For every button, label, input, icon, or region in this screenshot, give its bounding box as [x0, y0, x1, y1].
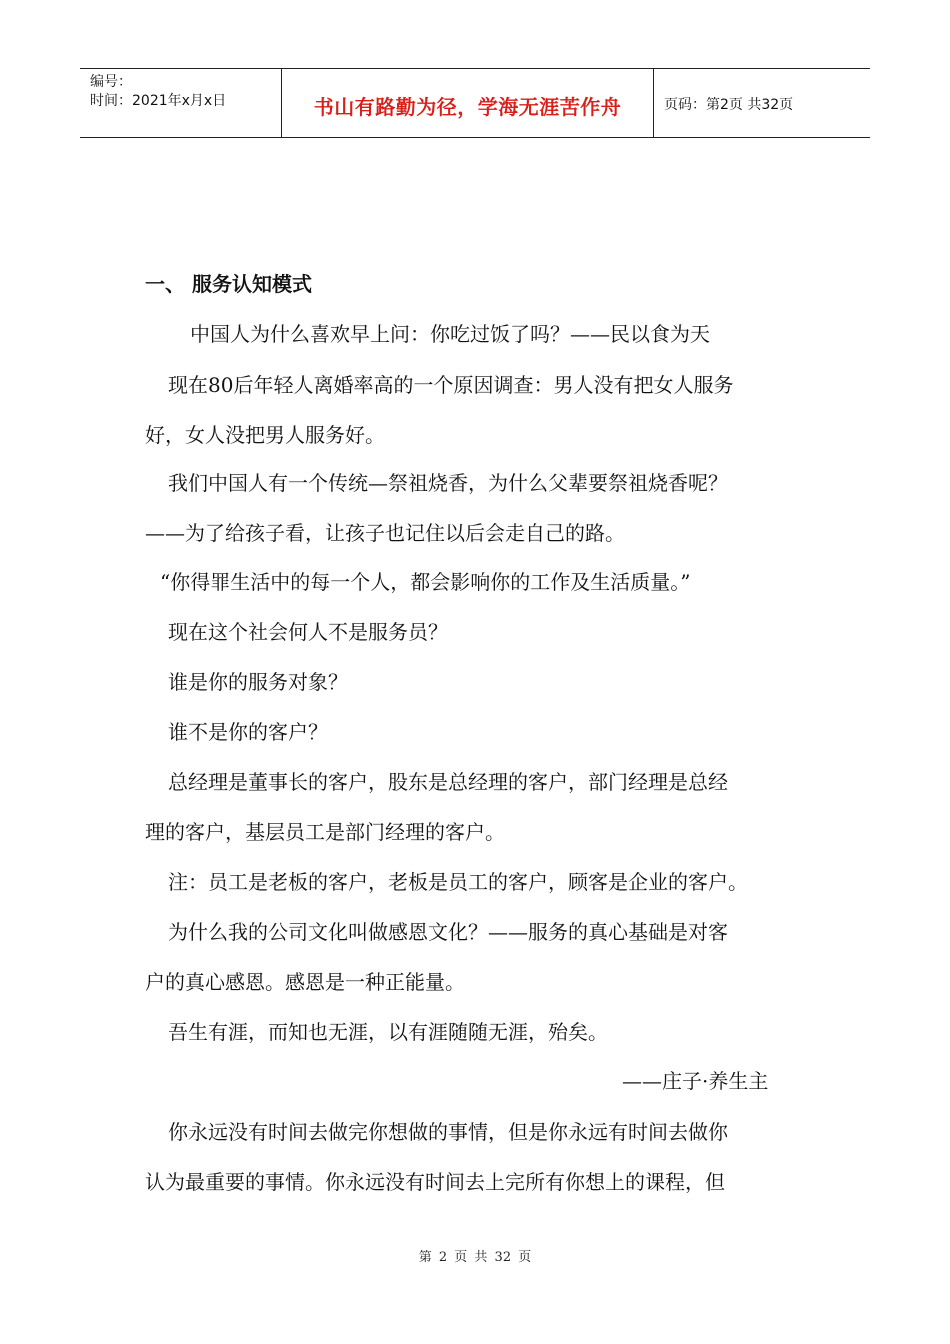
paragraph-line: 现在80后年轻人离婚率高的一个原因调查：男人没有把女人服务: [168, 373, 734, 397]
paragraph-line: 我们中国人有一个传统—祭祖烧香，为什么父辈要祭祖烧香呢？: [168, 471, 728, 495]
paragraph-line: 谁不是你的客户？: [168, 720, 328, 744]
document-date: 时间：2021年x月x日: [90, 93, 227, 109]
quote-line: 吾生有涯，而知也无涯，以有涯随随无涯，殆矣。: [168, 1020, 608, 1044]
header-motto: 书山有路勤为径，学海无涯苦作舟: [282, 69, 654, 137]
paragraph-line: 你永远没有时间去做完你想做的事情，但是你永远有时间去做你: [168, 1120, 728, 1144]
paragraph-line: ——为了给孩子看，让孩子也记住以后会走自己的路。: [145, 521, 625, 545]
paragraph-line: 为什么我的公司文化叫做感恩文化？——服务的真心基础是对客: [168, 920, 728, 944]
paragraph-line: 总经理是董事长的客户，股东是总经理的客户，部门经理是总经: [168, 770, 728, 794]
section-heading: 一、 服务认知模式: [145, 272, 312, 296]
quote-attribution: ——庄子·养生主: [622, 1069, 769, 1093]
header-meta-cell: [80, 69, 282, 137]
paragraph-line: 理的客户，基层员工是部门经理的客户。: [145, 820, 505, 844]
paragraph-line: 好，女人没把男人服务好。: [145, 423, 385, 447]
paragraph-line: 现在这个社会何人不是服务员？: [168, 620, 448, 644]
quote-line: “你得罪生活中的每一个人，都会影响你的工作及生活质量。”: [160, 570, 691, 594]
paragraph-line: 认为最重要的事情。你永远没有时间去上完所有你想上的课程，但: [145, 1170, 725, 1194]
note-line: 注：员工是老板的客户，老板是员工的客户，顾客是企业的客户。: [168, 870, 748, 894]
paragraph-line: 谁是你的服务对象？: [168, 670, 348, 694]
header-page-info: 页码：第2页 共32页: [664, 97, 794, 113]
page-footer: 第 2 页 共 32 页: [418, 1250, 532, 1265]
paragraph-line: 中国人为什么喜欢早上问：你吃过饭了吗？——民以食为天: [190, 322, 710, 346]
paragraph-line: 户的真心感恩。感恩是一种正能量。: [145, 970, 465, 994]
document-number-label: 编号：: [90, 74, 132, 90]
document-header: [80, 68, 870, 138]
